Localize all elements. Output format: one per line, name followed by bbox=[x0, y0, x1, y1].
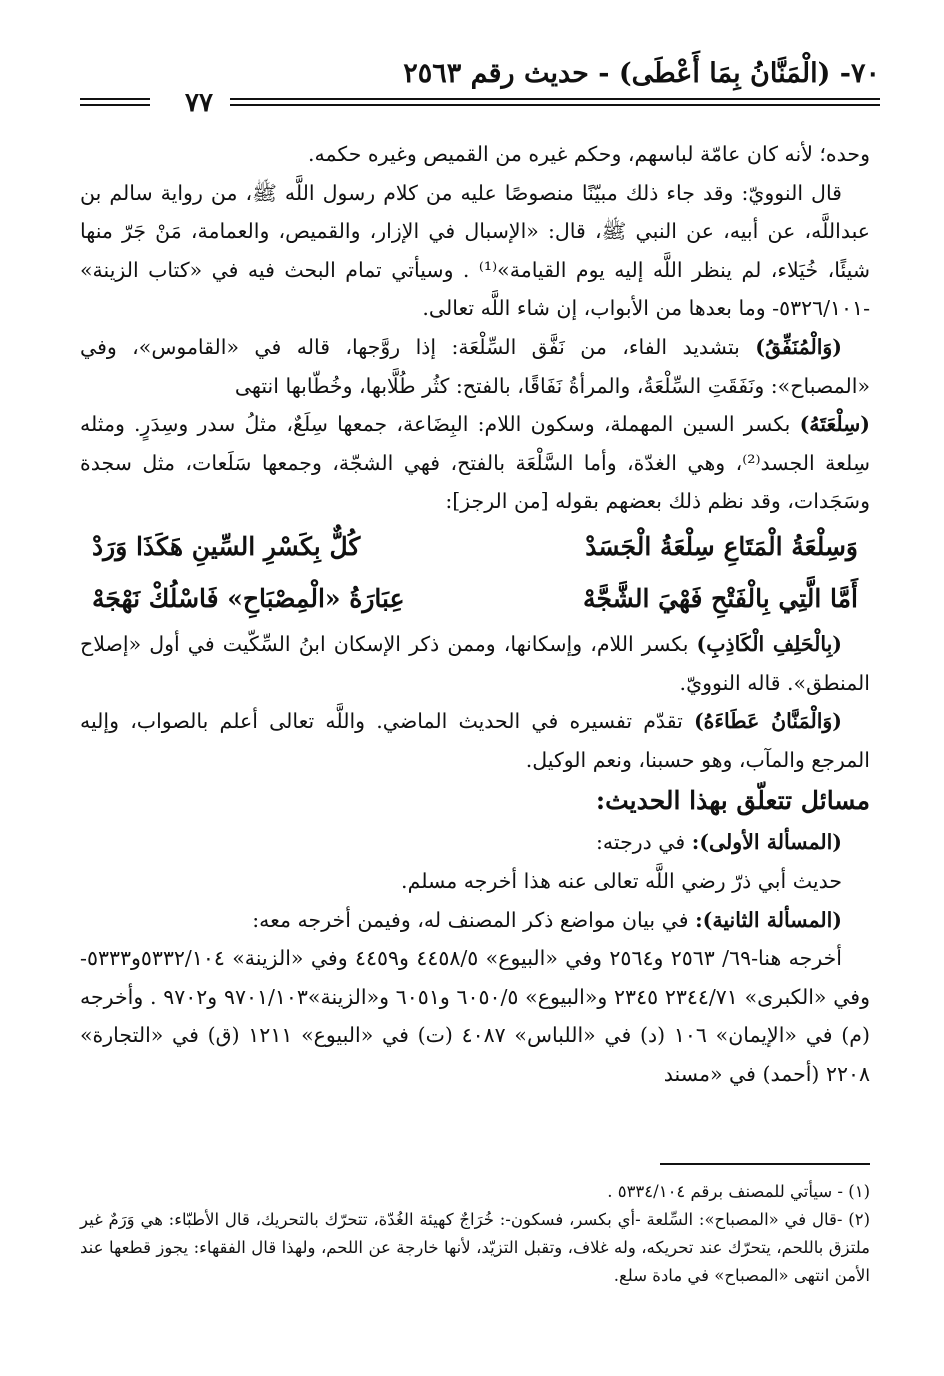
footnote: (٢) -قال في «المصباح»: السِّلعة -أي بكسر، فسكون-: خُرَاجٌ كهيئة الغُدّة، تتحرّك بالتحريك، قال الأطبّاء: هي وَرَمٌ غير ملتزق باللحم، يتحرّك عند تحريكه، وله غلاف، وتقبل التزيّد، لأنها خارجة عن اللحم، ولهذا قال الفقهاء: يجوز قطعها عند الأمن انتهى «المصباح» في مادة سلع. bbox=[80, 1210, 870, 1285]
paragraph-text: بتشديد الفاء، من نَفَّق السِّلْعَة: إذا روَّجها، قاله في «القاموس»، وفي «المصباح»: ونَفَقَتِ السِّلْعَةُ، والمرأةُ نَفَاقًا، بالفتح: كثُر طُلَّابها، وخُطّابها انتهى bbox=[80, 334, 870, 398]
term: (بِالْحَلِفِ الْكَاذِبِ) bbox=[696, 631, 842, 656]
paragraph bbox=[80, 702, 870, 779]
page-header bbox=[80, 58, 880, 118]
paragraph bbox=[80, 328, 870, 405]
footnotes bbox=[80, 1178, 870, 1290]
verse-hemistich: عِبَارَةُ «الْمِصْبَاحِ» فَاسْلُكْ نَهْجَهْ bbox=[92, 583, 405, 613]
paragraph bbox=[80, 625, 870, 702]
paragraph-text: بكسر السين المهملة، وسكون اللام: البِضَاعة، جمعها سِلَعٌ، مثلُ سدر وسِدَرٍ. ومثله سِلعة الجسد⁽²⁾، وهي الغدّة، وأما السَّلْعَة بالفتح، فهي الشجّة، وجمعها سَلَعات، مثل سجدة وسَجَدات، وقد نظم ذلك بعضهم بقوله [من الرجز]: bbox=[80, 412, 870, 514]
header-rule bbox=[230, 98, 880, 106]
verse-line bbox=[80, 573, 870, 625]
paragraph bbox=[80, 901, 870, 940]
term: (وَالْمَنَّانُ عَطَاءَهُ) bbox=[693, 709, 843, 734]
paragraph bbox=[80, 823, 870, 862]
main-text bbox=[80, 135, 870, 1093]
paragraph-text: تقدّم تفسيره في الحديث الماضي. واللَّه تعالى أعلم بالصواب، وإليه المرجع والمآب، وهو حسبنا، ونعم الوكيل. bbox=[80, 709, 870, 772]
paragraph: حديث أبي ذرّ رضي اللَّه تعالى عنه هذا أخرجه مسلم. bbox=[401, 868, 842, 893]
footnote-separator bbox=[660, 1163, 870, 1165]
issue-label: (المسألة الثانية): bbox=[695, 907, 842, 932]
header-rule-short bbox=[80, 98, 150, 106]
verse-line bbox=[80, 521, 870, 573]
verse-hemistich: أَمَّا الَّتِي بِالْفَتْحِ فَهْيَ الشَّجَّهْ bbox=[583, 583, 858, 613]
section-heading: مسائل تتعلّق بهذا الحديث: bbox=[595, 786, 870, 816]
paragraph-text: بكسر اللام، وإسكانها، وممن ذكر الإسكان ابنُ السِّكّيت في أول «إصلاح المنطق». قاله النوويّ. bbox=[80, 631, 870, 695]
paragraph bbox=[80, 405, 870, 521]
paragraph-text: في درجته: bbox=[595, 830, 692, 855]
verse-hemistich: وَسِلْعَةُ الْمَتَاعِ سِلْعَةُ الْجَسَدْ bbox=[585, 531, 858, 561]
paragraph: أخرجه هنا-٦٩/ ٢٥٦٣ و٢٥٦٤ وفي «البيوع» ٤٤٥٨/٥ و٤٤٥٩ وفي «الزينة» ٥٣٣٢/١٠٤و٥٣٣٣- وفي «الكبرى» ٢٣٤٤/٧١ ٢٣٤٥ و«البيوع» ٦٠٥٠/٥ و٦٠٥١ و«الزينة»٩٧٠١/١٠٣ و٩٧٠٢ . وأخرجه (م) في «الإيمان» ١٠٦ (د) في «اللباس» ٤٠٨٧ (ت) في «البيوع» ١٢١١ (ق) في «التجارة» ٢٢٠٨ (أحمد) في «مسند bbox=[80, 946, 870, 1086]
issue-label: (المسألة الأولى): bbox=[691, 830, 842, 855]
paragraph-text: في بيان مواضع ذكر المصنف له، وفيمن أخرجه معه: bbox=[252, 907, 696, 932]
running-title: ٧٠- (الْمَنَّانُ بِمَا أَعْطَى) - حديث رقم ٢٥٦٣ bbox=[403, 58, 880, 89]
page-number: ٧٧ bbox=[185, 88, 213, 118]
footnote: (١) - سيأتي للمصنف برقم ٥٣٣٤/١٠٤ . bbox=[607, 1182, 870, 1201]
term: (وَالْمُنَفِّقُ) bbox=[755, 334, 842, 359]
paragraph: وحده؛ لأنه كان عامّة لباسهم، وحكم غيره من القميص وغيره حكمه. bbox=[308, 142, 870, 166]
verse-hemistich: كُلٌّ بِكَسْرِ السِّينِ هَكَذَا وَرَدْ bbox=[92, 531, 361, 561]
term: (سِلْعَتَهُ) bbox=[799, 412, 870, 437]
paragraph: قال النوويّ: وقد جاء ذلك مبيّنًا منصوصًا عليه من كلام رسول اللَّه ﷺ، من رواية سالم بن عبداللَّه، عن أبيه، عن النبي ﷺ، قال: «الإسبال في الإزار، والقميص، والعمامة، مَنْ جَرّ منها شيئًا، خُيَلاء، لم ينظر اللَّه إليه يوم القيامة»⁽¹⁾ . وسيأتي تمام البحث فيه في «كتاب الزينة» -٥٣٢٦/١٠١- وما بعدها من الأبواب، إن شاء اللَّه تعالى. bbox=[80, 180, 870, 321]
